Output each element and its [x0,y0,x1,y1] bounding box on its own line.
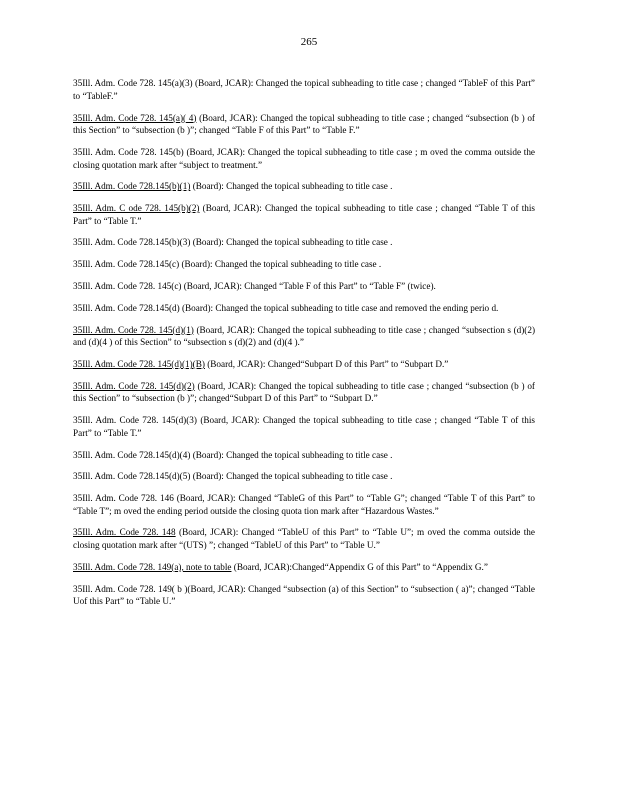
code-citation: 35Ill. Adm. Code 728. 145(d)(1) [73,324,194,335]
change-description: (Board, JCAR): Changed“Subpart D of this Part” to “Subpart D.” [204,358,449,369]
list-item [73,258,535,271]
amendment-list [73,68,538,614]
change-description: (Board, JCAR): Changed “Table F of this Part” to “Table F” (twice). [181,281,436,292]
list-item [73,380,538,405]
list-item [73,358,535,371]
code-citation: 35Ill. Adm. Code 728. 148 [73,527,176,538]
change-description: (Board): Changed the topical subheading to title case . [190,471,393,482]
list-item [73,180,535,193]
change-description: (Board, JCAR): Changed the topical subheading to title case ; changed “Table T of this Part” to “Table T.” [73,415,538,438]
list-item [73,280,535,293]
code-citation: 35Ill. Adm. Code 728.145(d)(4) [73,449,191,460]
change-description: (Board, JCAR):Changed“Appendix G of this Part” to “Appendix G.” [231,561,488,572]
page-number: 265 [300,36,318,48]
list-item [73,561,535,574]
change-description: (Board, JCAR): Changed the topical subheading to title case ; changed “subsection (b ) of this Section” to “subsection (b )”; changed “Table F of this Part” to “Table F.” [73,112,538,136]
code-citation: 35Ill. Adm. Code 728.145(b)(1) [73,181,191,192]
code-citation: 35Ill. Adm. Code 728. 145(b) [73,146,184,157]
change-description: (Board, JCAR): Changed the topical subheading to title case ; changed “Table T of this Part” to “Table T.” [73,203,538,226]
code-citation: 35Ill. Adm. Code 728.145(d) [73,302,180,313]
list-item [73,583,538,608]
change-description: (Board, JCAR): Changed the topical subheading to title case ; changed “subsection s (d)(2) and (d)(4 ) of this Section” to “subsection s (d)(2) and (d)(4 ).” [73,324,538,348]
list-item [73,302,535,315]
list-item [73,449,535,462]
list-item [73,77,538,102]
code-citation: 35Ill. Adm. Code 728. 146 [73,493,174,504]
list-item [73,112,538,137]
code-citation: 35Ill. Adm. Code 728. 145(a)( 4) [73,112,197,123]
change-description: (Board): Changed the topical subheading to title case . [190,237,393,248]
code-citation: 35Ill. Adm. Code 728.145(d)(5) [73,471,191,482]
change-description: (Board, JCAR): Changed the topical subheading to title case ; changed “subsection (b ) of this Section” to “subsection (b )”; changed“Subpart D of this Part” to “Subpart D.” [73,380,538,404]
list-item [73,236,535,249]
change-description: (Board, JCAR): Changed the topical subheading to title case ; changed “TableF of this Part” to “TableF.” [73,78,538,101]
change-description: (Board): Changed the topical subheading to title case . [190,181,393,192]
change-description: (Board, JCAR): Changed “TableG of this Part” to “Table G”; changed “Table T of this Part” to “Table T”; m oved the ending period outside the closing quota tion mark after “Hazardous Wastes.” [73,493,538,516]
change-description: (Board): Changed the topical subheading to title case . [190,449,393,460]
code-citation: 35Ill. Adm. Code 728.145(b)(3) [73,237,191,248]
change-description: (Board, JCAR): Changed the topical subheading to title case ; m oved the comma outside the closing quotation mark after “subject to treatment.” [73,146,538,170]
code-citation: 35Ill. Adm. Code 728. 145(c) [73,281,182,292]
change-description: (Board, JCAR): Changed “TableU of this Part” to “Table U”; m oved the comma outside the closing quotation mark after “(UTS) ”; changed “TableU of this Part” to “Table U.” [73,527,538,551]
list-item [73,146,538,171]
code-citation: 35Ill. Adm. Code 728. 145(d)(1)(B) [73,358,205,369]
code-citation: 35Ill. Adm. C ode 728. 145(b)(2) [73,203,200,214]
code-citation: 35Ill. Adm. Code 728. 145(a)(3) [73,78,193,89]
list-item [73,526,538,551]
code-citation: 35Ill. Adm. Code 728. 145(d)(2) [73,380,195,391]
code-citation: 35Ill. Adm. Code 728. 149( b ) [73,583,188,594]
change-description: (Board): Changed the topical subheading to title case . [179,259,382,270]
code-citation: 35Ill. Adm. Code 728. 149(a), note to table [73,561,232,572]
list-item [73,324,538,349]
code-citation: 35Ill. Adm. Code 728. 145(d)(3) [73,415,197,426]
list-item [73,492,538,517]
change-description: (Board): Changed the topical subheading to title case and removed the ending perio d. [179,302,499,313]
change-description: (Board, JCAR): Changed “subsection (a) of this Section” to “subsection ( a)”; changed “Table Uof this Part” to “Table U.” [73,583,538,607]
list-item [73,414,538,439]
code-citation: 35Ill. Adm. Code 728.145(c) [73,259,180,270]
list-item [73,470,535,483]
list-item [73,202,538,227]
